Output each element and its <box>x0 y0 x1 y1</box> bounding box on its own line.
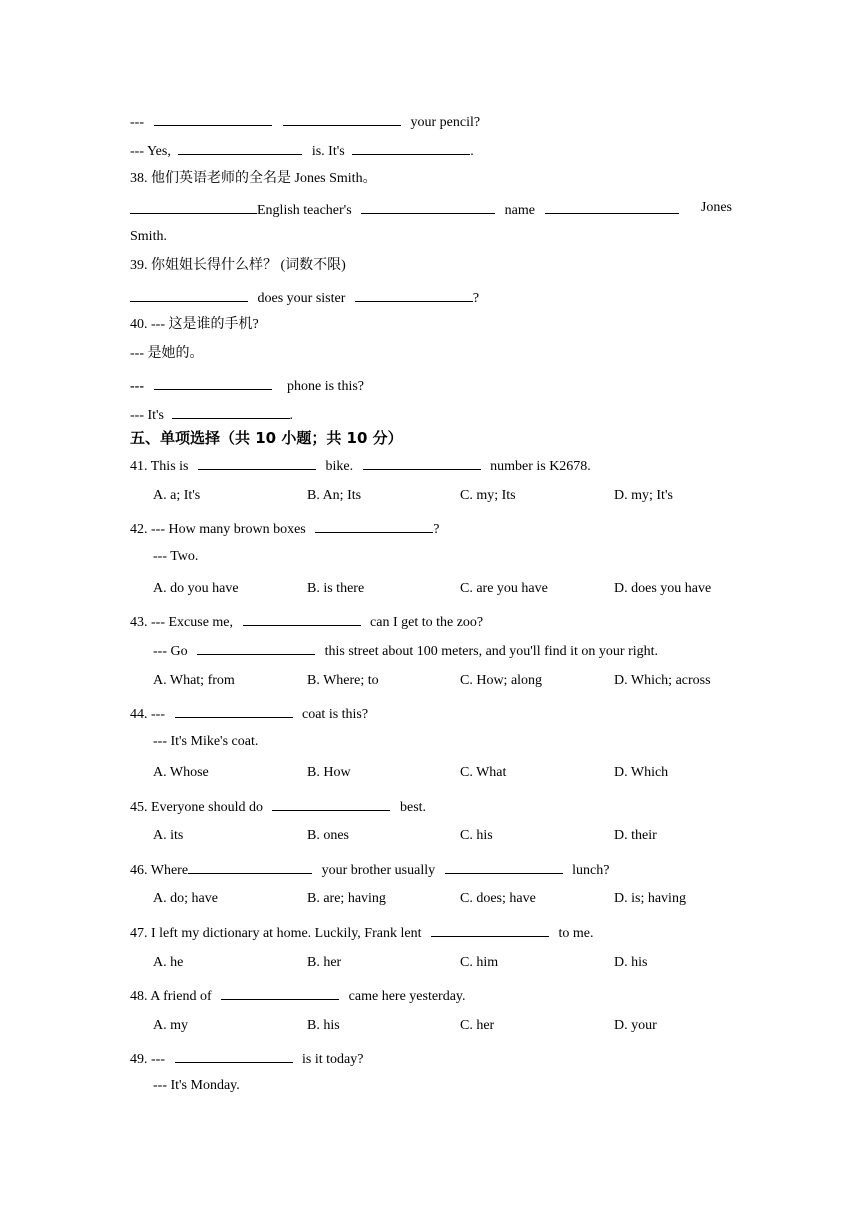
answer-blank[interactable] <box>221 985 339 1000</box>
q39-line1: does your sister ? <box>130 287 479 308</box>
answer-blank[interactable] <box>363 455 481 470</box>
option-a[interactable]: A. my <box>153 1018 188 1033</box>
option-c[interactable]: C. her <box>460 1018 495 1033</box>
answer-blank[interactable] <box>352 140 470 155</box>
option-a[interactable]: A. do you have <box>153 581 239 596</box>
option-b[interactable]: B. An; Its <box>307 488 362 503</box>
answer-blank[interactable] <box>355 287 473 302</box>
question-reply: --- It's Mike's coat. <box>153 734 259 749</box>
option-b[interactable]: B. are; having <box>307 891 386 906</box>
answer-blank[interactable] <box>361 199 495 214</box>
answer-blank[interactable] <box>154 375 272 390</box>
option-a[interactable]: A. do; have <box>153 891 218 906</box>
answer-blank[interactable] <box>130 287 248 302</box>
q38-prompt: 38. 他们英语老师的全名是 Jones Smith。 <box>130 171 377 186</box>
option-b[interactable]: B. Where; to <box>307 673 379 688</box>
option-c[interactable]: C. What <box>460 765 507 780</box>
option-a[interactable]: A. its <box>153 828 184 843</box>
option-a[interactable]: A. a; It's <box>153 488 201 503</box>
option-c[interactable]: C. are you have <box>460 581 548 596</box>
q40-line2: --- It's . <box>130 404 293 425</box>
option-d[interactable]: D. their <box>614 828 657 843</box>
option-b[interactable]: B. her <box>307 955 342 970</box>
answer-blank[interactable] <box>243 611 361 626</box>
answer-blank[interactable] <box>272 796 390 811</box>
answer-blank[interactable] <box>154 111 272 126</box>
answer-blank[interactable] <box>431 922 549 937</box>
question-reply: --- Go this street about 100 meters, and you'll find it on your right. <box>153 640 658 661</box>
answer-blank[interactable] <box>178 140 302 155</box>
question-reply: --- It's Monday. <box>153 1078 240 1093</box>
q40-prompt: 40. --- 这是谁的手机? <box>130 317 259 332</box>
q40-answer-cn: --- 是她的。 <box>130 346 204 361</box>
answer-blank[interactable] <box>188 859 312 874</box>
answer-blank[interactable] <box>198 455 316 470</box>
option-c[interactable]: C. his <box>460 828 493 843</box>
option-d[interactable]: D. Which; across <box>614 673 711 688</box>
question-stem: 46. Where your brother usually lunch? <box>130 859 609 880</box>
answer-blank[interactable] <box>315 518 433 533</box>
answer-blank[interactable] <box>175 1048 293 1063</box>
option-d[interactable]: D. your <box>614 1018 657 1033</box>
question-stem: 49. --- is it today? <box>130 1048 363 1069</box>
q39-prompt: 39. 你姐姐长得什么样？ (词数不限) <box>130 258 346 273</box>
question-stem: 44. --- coat is this? <box>130 703 368 724</box>
option-b[interactable]: B. How <box>307 765 351 780</box>
question-stem: 47. I left my dictionary at home. Luckily, Frank lent to me. <box>130 922 593 943</box>
answer-blank[interactable] <box>283 111 401 126</box>
option-d[interactable]: D. my; It's <box>614 488 673 503</box>
answer-blank[interactable] <box>445 859 563 874</box>
option-c[interactable]: C. him <box>460 955 499 970</box>
q38-line2: Smith. <box>130 229 167 244</box>
question-stem: 45. Everyone should do best. <box>130 796 426 817</box>
question-stem: 42. --- How many brown boxes ? <box>130 518 439 539</box>
option-c[interactable]: C. does; have <box>460 891 536 906</box>
option-d[interactable]: D. does you have <box>614 581 712 596</box>
answer-blank[interactable] <box>197 640 315 655</box>
option-c[interactable]: C. my; Its <box>460 488 516 503</box>
answer-blank[interactable] <box>175 703 293 718</box>
section-heading: 五、单项选择（共 10 小题；共 10 分） <box>130 429 403 447</box>
option-d[interactable]: D. his <box>614 955 648 970</box>
question-stem: 43. --- Excuse me, can I get to the zoo? <box>130 611 483 632</box>
option-a[interactable]: A. Whose <box>153 765 209 780</box>
answer-blank[interactable] <box>172 404 290 419</box>
answer-blank[interactable] <box>130 199 257 214</box>
question-stem: 41. This is bike. number is K2678. <box>130 455 591 476</box>
option-b[interactable]: B. ones <box>307 828 349 843</box>
question-reply: --- Two. <box>153 549 199 564</box>
option-a[interactable]: A. he <box>153 955 184 970</box>
q40-line1: --- phone is this? <box>130 375 364 396</box>
option-b[interactable]: B. is there <box>307 581 365 596</box>
q38-line1: English teacher's name Jones <box>130 199 732 220</box>
option-b[interactable]: B. his <box>307 1018 340 1033</box>
answer-blank[interactable] <box>545 199 679 214</box>
question-stem: 48. A friend of came here yesterday. <box>130 985 466 1006</box>
option-d[interactable]: D. is; having <box>614 891 686 906</box>
option-d[interactable]: D. Which <box>614 765 669 780</box>
option-a[interactable]: A. What; from <box>153 673 235 688</box>
q37-line2: --- Yes, is. It's . <box>130 140 474 161</box>
q37-line1: --- your pencil? <box>130 111 480 132</box>
option-c[interactable]: C. How; along <box>460 673 543 688</box>
